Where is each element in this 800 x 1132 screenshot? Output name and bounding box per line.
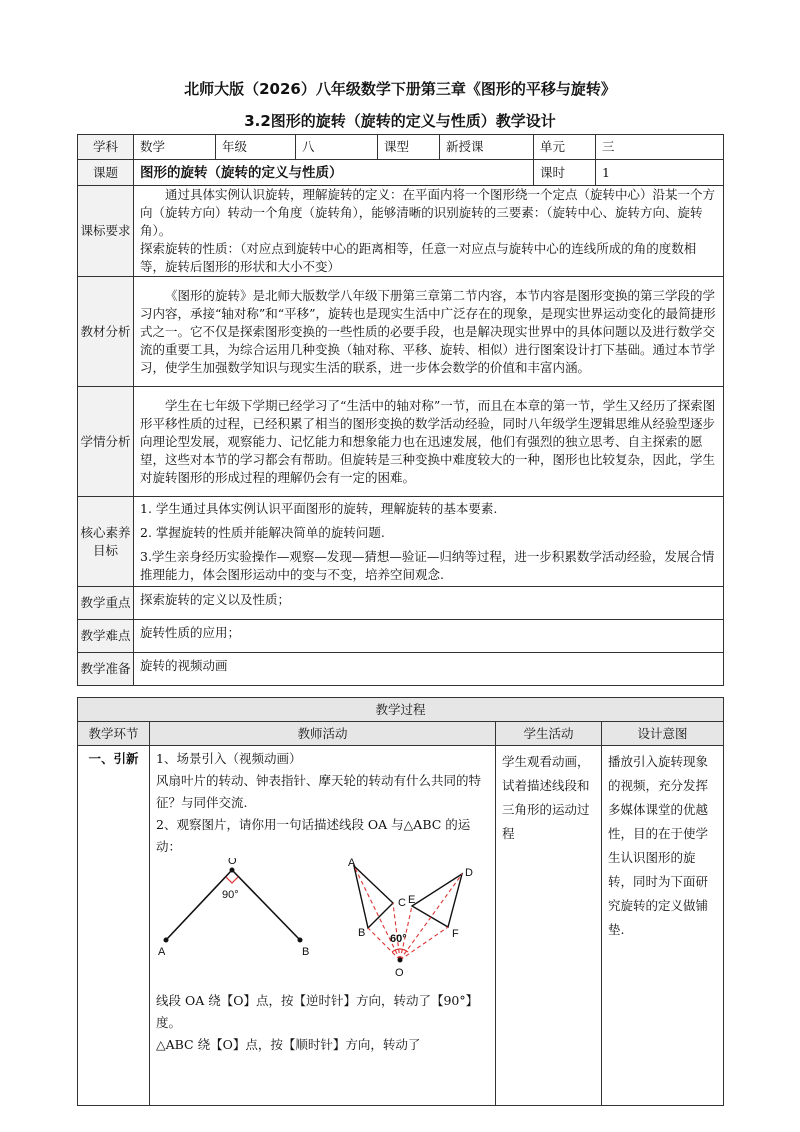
design-intent: 播放引入旋转现象的视频，充分发挥多媒体课堂的优越性，目的在于使学生认识图形的旋转，同时为下面研究旋转的定义做铺垫. bbox=[602, 746, 724, 1106]
col-stage: 教学环节 bbox=[78, 722, 150, 746]
standard-property: 探索旋转的性质：（对应点到旋转中心的距离相等，任意一对应点与旋转中心的连线所成的角的度数相等，旋转后图形的形状和大小不变） bbox=[140, 241, 697, 274]
right-label-E: E bbox=[408, 894, 416, 906]
grade-value: 八 bbox=[296, 135, 378, 160]
core-goal-2: 2. 掌握旋转的性质并能解决简单的旋转问题. bbox=[140, 524, 385, 540]
right-label-F: F bbox=[452, 928, 459, 940]
teacher-question: 风扇叶片的转动、钟表指针、摩天轮的转动有什么共同的特征？与同伴交流. bbox=[156, 773, 482, 810]
standard-content bbox=[134, 186, 724, 277]
difficulty-value: 旋转性质的应用； bbox=[134, 620, 724, 653]
grade-label: 年级 bbox=[216, 135, 296, 160]
teacher-step-1: 1、场景引入（视频动画） bbox=[156, 751, 302, 766]
topic-label: 课题 bbox=[78, 160, 134, 186]
unit-label: 单元 bbox=[534, 135, 596, 160]
preparation-label: 教学准备 bbox=[78, 653, 134, 686]
left-label-A: A bbox=[158, 946, 166, 958]
teacher-activity bbox=[150, 746, 496, 1106]
standard-label: 课标要求 bbox=[78, 186, 134, 277]
standard-definition: 通过具体实例认识旋转，理解旋转的定义：在平面内将一个图形绕一个定点（旋转中心）沿某一个方向（旋转方向）转动一个角度（旋转角），能够清晰的识别旋转的三要素：（旋转中心、旋转方向、旋转角）。 bbox=[140, 187, 716, 238]
col-intent: 设计意图 bbox=[602, 722, 724, 746]
left-angle-label: 90° bbox=[222, 889, 239, 901]
core-content bbox=[134, 497, 724, 587]
teacher-answer-triangle: △ABC 绕【O】点，按【顺时针】方向，转动了 bbox=[156, 1037, 421, 1052]
document-subtitle: 3.2图形的旋转（旋转的定义与性质）教学设计 bbox=[244, 112, 556, 130]
teacher-step-2: 2、观察图片，请你用一句话描述线段 OA 与△ABC 的运动： bbox=[156, 817, 471, 854]
rotation-diagram bbox=[156, 858, 490, 990]
col-student: 学生活动 bbox=[496, 722, 602, 746]
lesson-info-table bbox=[77, 134, 724, 686]
core-label: 核心素养目标 bbox=[78, 497, 134, 587]
right-label-A: A bbox=[348, 858, 356, 869]
subject-value: 数学 bbox=[134, 135, 216, 160]
learner-label: 学情分析 bbox=[78, 387, 134, 497]
unit-value: 三 bbox=[596, 135, 724, 160]
left-label-B: B bbox=[302, 946, 310, 958]
stage-name: 一、引新 bbox=[78, 746, 150, 1106]
left-label-O: O bbox=[228, 858, 237, 867]
topic-value: 图形的旋转（旋转的定义与性质） bbox=[134, 160, 534, 186]
hours-label: 课时 bbox=[534, 160, 596, 186]
student-activity: 学生观看动画，试着描述线段和三角形的运动过程 bbox=[496, 746, 602, 1106]
key-point-value: 探索旋转的定义以及性质； bbox=[134, 587, 724, 620]
teaching-process-table bbox=[77, 697, 724, 1106]
preparation-value: 旋转的视频动画 bbox=[134, 653, 724, 686]
right-label-C: C bbox=[398, 897, 406, 909]
document-title: 北师大版（2026）八年级数学下册第三章《图形的平移与旋转》 bbox=[184, 80, 616, 98]
right-label-O: O bbox=[395, 967, 404, 979]
key-point-label: 教学重点 bbox=[78, 587, 134, 620]
teacher-answer-segment: 线段 OA 绕【O】点，按【逆时针】方向，转动了【90°】度。 bbox=[156, 993, 479, 1030]
difficulty-label: 教学难点 bbox=[78, 620, 134, 653]
right-angle-label: 60° bbox=[390, 933, 407, 945]
type-value: 新授课 bbox=[440, 135, 534, 160]
textbook-content: 《图形的旋转》是北师大版数学八年级下册第三章第二节内容，本节内容是图形变换的第三学段的学习内容，承接“轴对称”和“平移”，旋转也是现实生活中广泛存在的现象，是现实世界运动变化的最简捷形式之一。它不仅是探索图形变换的一些性质的必要手段，也是解决现实世界中的具体问题以及进行数学交流的重要工具，为综合运用几种变换（轴对称、平移、旋转、相似）进行图案设计打下基础。通过本节学习，使学生加强数学知识与现实生活的联系，进一步体会数学的价值和丰富内涵。 bbox=[140, 287, 716, 375]
right-label-B: B bbox=[358, 927, 366, 939]
textbook-label: 教材分析 bbox=[78, 277, 134, 387]
hours-value: 1 bbox=[596, 160, 724, 186]
col-teacher: 教师活动 bbox=[150, 722, 496, 746]
right-label-D: D bbox=[465, 867, 473, 879]
learner-content: 学生在七年级下学期已经学习了“生活中的轴对称”一节，而且在本章的第一节，学生又经历了探索图形平移性质的过程，已经积累了相当的图形变换的数学活动经验，同时八年级学生逻辑思维从经验型逐步向理论型发展，观察能力、记忆能力和想象能力也在迅速发展，他们有强烈的独立思考、自主探索的愿望，这些对本节的学习都会有帮助。但旋转是三种变换中难度较大的一种，图形也比较复杂，因此，学生对旋转图形的形成过程的理解仍会有一定的困难。 bbox=[140, 397, 716, 485]
core-goal-3: 3.学生亲身经历实验操作—观察—发现—猜想—验证—归纳等过程，进一步积累数学活动经验，发展合情推理能力，体会图形运动中的变与不变，培养空间观念. bbox=[140, 548, 715, 582]
core-goal-1: 1. 学生通过具体实例认识平面图形的旋转，理解旋转的基本要素. bbox=[140, 500, 498, 516]
subject-label: 学科 bbox=[78, 135, 134, 160]
process-title: 教学过程 bbox=[78, 698, 724, 722]
rotation-figures bbox=[156, 858, 489, 990]
type-label: 课型 bbox=[378, 135, 440, 160]
